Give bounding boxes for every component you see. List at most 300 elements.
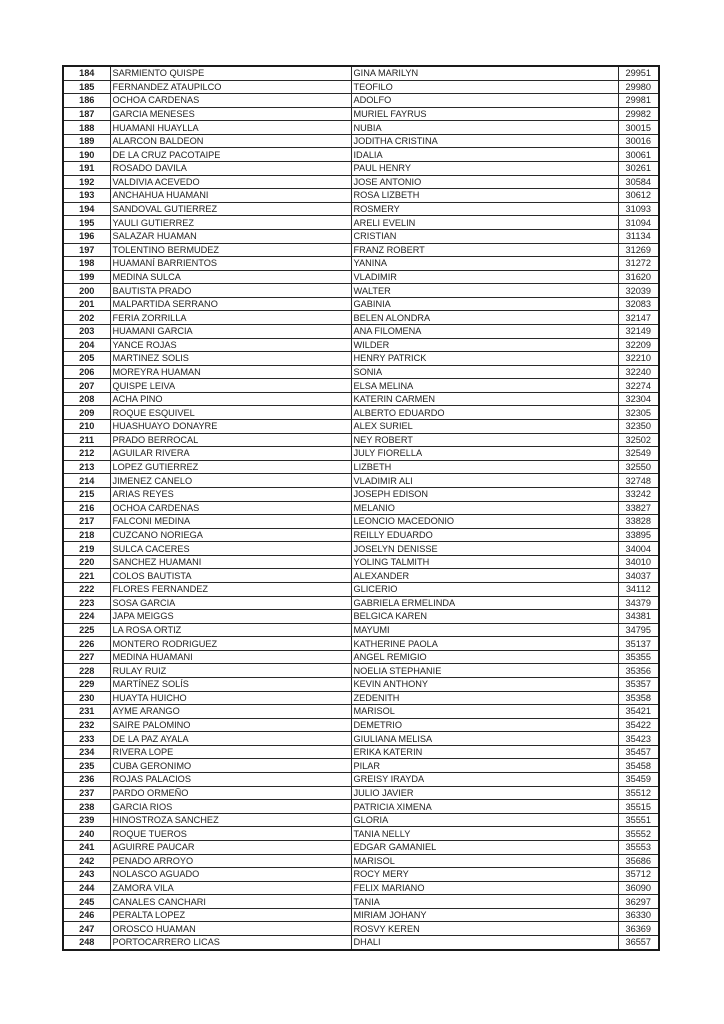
code-cell: 29981 — [618, 94, 659, 108]
given-names-cell: ROCY MERY — [351, 868, 618, 882]
code-cell: 35137 — [618, 637, 659, 651]
surnames-cell: COLOS BAUTISTA — [110, 569, 351, 583]
code-cell: 34037 — [618, 569, 659, 583]
surnames-cell: SALAZAR HUAMAN — [110, 229, 351, 243]
table-row — [63, 107, 659, 121]
table-row — [63, 284, 659, 298]
surnames-cell: RIVERA LOPE — [110, 745, 351, 759]
table-row — [63, 813, 659, 827]
given-names-cell: CRISTIAN — [351, 229, 618, 243]
surnames-cell: HUAMANI HUAYLLA — [110, 121, 351, 135]
code-cell: 35458 — [618, 759, 659, 773]
table-row — [63, 637, 659, 651]
surnames-cell: ROSADO DAVILA — [110, 162, 351, 176]
code-cell: 32147 — [618, 311, 659, 325]
row-number: 244 — [63, 881, 110, 895]
given-names-cell: ROSA LIZBETH — [351, 189, 618, 203]
table-row — [63, 936, 659, 950]
row-number: 235 — [63, 759, 110, 773]
surnames-cell: AYME ARANGO — [110, 705, 351, 719]
given-names-cell: ROSVY KEREN — [351, 922, 618, 936]
table-row — [63, 773, 659, 787]
surnames-cell: FALCONI MEDINA — [110, 515, 351, 529]
given-names-cell: GLICERIO — [351, 582, 618, 596]
row-number: 228 — [63, 664, 110, 678]
given-names-cell: JULIO JAVIER — [351, 786, 618, 800]
given-names-cell: WALTER — [351, 284, 618, 298]
given-names-cell: ARELI EVELIN — [351, 216, 618, 230]
table-row — [63, 94, 659, 108]
table-row — [63, 908, 659, 922]
table-row — [63, 270, 659, 284]
table-row — [63, 868, 659, 882]
surnames-cell: PENADO ARROYO — [110, 854, 351, 868]
given-names-cell: BELGICA KAREN — [351, 610, 618, 624]
row-number: 196 — [63, 229, 110, 243]
row-number: 238 — [63, 800, 110, 814]
surnames-cell: RULAY RUIZ — [110, 664, 351, 678]
given-names-cell: KATHERINE PAOLA — [351, 637, 618, 651]
row-number: 223 — [63, 596, 110, 610]
code-cell: 32550 — [618, 460, 659, 474]
code-cell: 34112 — [618, 582, 659, 596]
row-number: 237 — [63, 786, 110, 800]
given-names-cell: KATERIN CARMEN — [351, 392, 618, 406]
surnames-cell: YAULI GUTIERREZ — [110, 216, 351, 230]
row-number: 191 — [63, 162, 110, 176]
code-cell: 31094 — [618, 216, 659, 230]
row-number: 213 — [63, 460, 110, 474]
table-row — [63, 881, 659, 895]
surnames-cell: DE LA PAZ AYALA — [110, 732, 351, 746]
row-number: 233 — [63, 732, 110, 746]
table-row — [63, 229, 659, 243]
surnames-cell: MEDINA SULCA — [110, 270, 351, 284]
row-number: 239 — [63, 813, 110, 827]
surnames-cell: SARMIENTO QUISPE — [110, 66, 351, 80]
code-cell: 32274 — [618, 379, 659, 393]
row-number: 199 — [63, 270, 110, 284]
surnames-cell: JIMENEZ CANELO — [110, 474, 351, 488]
code-cell: 32240 — [618, 365, 659, 379]
table-row — [63, 80, 659, 94]
code-cell: 29980 — [618, 80, 659, 94]
given-names-cell: NOELIA STEPHANIE — [351, 664, 618, 678]
table-row — [63, 515, 659, 529]
row-number: 247 — [63, 922, 110, 936]
row-number: 225 — [63, 623, 110, 637]
given-names-cell: JULY FIORELLA — [351, 447, 618, 461]
surnames-cell: BAUTISTA PRADO — [110, 284, 351, 298]
row-number: 226 — [63, 637, 110, 651]
row-number: 192 — [63, 175, 110, 189]
row-number: 248 — [63, 936, 110, 950]
code-cell: 35686 — [618, 854, 659, 868]
code-cell: 34010 — [618, 555, 659, 569]
results-table-body — [63, 66, 659, 950]
row-number: 222 — [63, 582, 110, 596]
given-names-cell: HENRY PATRICK — [351, 352, 618, 366]
given-names-cell: VLADIMIR ALI — [351, 474, 618, 488]
code-cell: 32209 — [618, 338, 659, 352]
table-row — [63, 501, 659, 515]
table-row — [63, 121, 659, 135]
table-row — [63, 800, 659, 814]
code-cell: 36330 — [618, 908, 659, 922]
surnames-cell: FLORES FERNANDEZ — [110, 582, 351, 596]
given-names-cell: ZEDENITH — [351, 691, 618, 705]
table-row — [63, 786, 659, 800]
row-number: 184 — [63, 66, 110, 80]
surnames-cell: CUZCANO NORIEGA — [110, 528, 351, 542]
given-names-cell: TEOFILO — [351, 80, 618, 94]
surnames-cell: JAPA MEIGGS — [110, 610, 351, 624]
surnames-cell: ACHA PINO — [110, 392, 351, 406]
table-row — [63, 596, 659, 610]
surnames-cell: HUAMANI GARCIA — [110, 324, 351, 338]
code-cell: 30584 — [618, 175, 659, 189]
code-cell: 33827 — [618, 501, 659, 515]
surnames-cell: ROJAS PALACIOS — [110, 773, 351, 787]
table-row — [63, 311, 659, 325]
surnames-cell: LA ROSA ORTIZ — [110, 623, 351, 637]
surnames-cell: ROQUE ESQUIVEL — [110, 406, 351, 420]
given-names-cell: MIRIAM JOHANY — [351, 908, 618, 922]
table-row — [63, 623, 659, 637]
code-cell: 36369 — [618, 922, 659, 936]
row-number: 204 — [63, 338, 110, 352]
row-number: 187 — [63, 107, 110, 121]
given-names-cell: MARISOL — [351, 705, 618, 719]
table-row — [63, 528, 659, 542]
table-row — [63, 420, 659, 434]
surnames-cell: ROQUE TUEROS — [110, 827, 351, 841]
code-cell: 36297 — [618, 895, 659, 909]
table-row — [63, 922, 659, 936]
table-row — [63, 134, 659, 148]
surnames-cell: AGUILAR RIVERA — [110, 447, 351, 461]
code-cell: 34004 — [618, 542, 659, 556]
table-row — [63, 365, 659, 379]
code-cell: 35355 — [618, 650, 659, 664]
code-cell: 35515 — [618, 800, 659, 814]
code-cell: 32502 — [618, 433, 659, 447]
code-cell: 32350 — [618, 420, 659, 434]
row-number: 185 — [63, 80, 110, 94]
row-number: 206 — [63, 365, 110, 379]
row-number: 194 — [63, 202, 110, 216]
table-row — [63, 487, 659, 501]
table-row — [63, 474, 659, 488]
surnames-cell: LOPEZ GUTIERREZ — [110, 460, 351, 474]
given-names-cell: SONIA — [351, 365, 618, 379]
given-names-cell: ERIKA KATERIN — [351, 745, 618, 759]
code-cell: 35356 — [618, 664, 659, 678]
row-number: 200 — [63, 284, 110, 298]
given-names-cell: REILLY EDUARDO — [351, 528, 618, 542]
table-row — [63, 718, 659, 732]
row-number: 229 — [63, 678, 110, 692]
code-cell: 29951 — [618, 66, 659, 80]
given-names-cell: ALEX SURIEL — [351, 420, 618, 434]
given-names-cell: MURIEL FAYRUS — [351, 107, 618, 121]
code-cell: 31093 — [618, 202, 659, 216]
given-names-cell: ADOLFO — [351, 94, 618, 108]
row-number: 218 — [63, 528, 110, 542]
code-cell: 35551 — [618, 813, 659, 827]
surnames-cell: PRADO BERROCAL — [110, 433, 351, 447]
row-number: 190 — [63, 148, 110, 162]
code-cell: 34379 — [618, 596, 659, 610]
table-row — [63, 460, 659, 474]
row-number: 195 — [63, 216, 110, 230]
table-row — [63, 840, 659, 854]
table-row — [63, 650, 659, 664]
table-row — [63, 705, 659, 719]
surnames-cell: MEDINA HUAMANI — [110, 650, 351, 664]
code-cell: 32210 — [618, 352, 659, 366]
code-cell: 31269 — [618, 243, 659, 257]
surnames-cell: DE LA CRUZ PACOTAIPE — [110, 148, 351, 162]
given-names-cell: LIZBETH — [351, 460, 618, 474]
code-cell: 34381 — [618, 610, 659, 624]
table-row — [63, 162, 659, 176]
row-number: 216 — [63, 501, 110, 515]
surnames-cell: NOLASCO AGUADO — [110, 868, 351, 882]
table-row — [63, 854, 659, 868]
code-cell: 36557 — [618, 936, 659, 950]
row-number: 224 — [63, 610, 110, 624]
row-number: 188 — [63, 121, 110, 135]
surnames-cell: YANCE ROJAS — [110, 338, 351, 352]
surnames-cell: SOSA GARCIA — [110, 596, 351, 610]
code-cell: 30261 — [618, 162, 659, 176]
surnames-cell: MARTINEZ SOLIS — [110, 352, 351, 366]
code-cell: 29982 — [618, 107, 659, 121]
given-names-cell: VLADIMIR — [351, 270, 618, 284]
row-number: 245 — [63, 895, 110, 909]
results-table — [62, 65, 660, 951]
given-names-cell: ANA FILOMENA — [351, 324, 618, 338]
surnames-cell: MONTERO RODRIGUEZ — [110, 637, 351, 651]
surnames-cell: CUBA GERONIMO — [110, 759, 351, 773]
row-number: 217 — [63, 515, 110, 529]
code-cell: 35421 — [618, 705, 659, 719]
code-cell: 30015 — [618, 121, 659, 135]
table-row — [63, 555, 659, 569]
given-names-cell: YANINA — [351, 257, 618, 271]
surnames-cell: ZAMORA VILA — [110, 881, 351, 895]
given-names-cell: JOSEPH EDISON — [351, 487, 618, 501]
table-row — [63, 447, 659, 461]
row-number: 198 — [63, 257, 110, 271]
row-number: 240 — [63, 827, 110, 841]
table-row — [63, 732, 659, 746]
row-number: 202 — [63, 311, 110, 325]
code-cell: 30061 — [618, 148, 659, 162]
table-row — [63, 216, 659, 230]
code-cell: 32149 — [618, 324, 659, 338]
code-cell: 33242 — [618, 487, 659, 501]
row-number: 214 — [63, 474, 110, 488]
given-names-cell: LEONCIO MACEDONIO — [351, 515, 618, 529]
code-cell: 35457 — [618, 745, 659, 759]
given-names-cell: GINA MARILYN — [351, 66, 618, 80]
given-names-cell: NUBIA — [351, 121, 618, 135]
given-names-cell: FRANZ ROBERT — [351, 243, 618, 257]
surnames-cell: MOREYRA HUAMAN — [110, 365, 351, 379]
surnames-cell: HINOSTROZA SANCHEZ — [110, 813, 351, 827]
code-cell: 35552 — [618, 827, 659, 841]
surnames-cell: FERNANDEZ ATAUPILCO — [110, 80, 351, 94]
table-row — [63, 297, 659, 311]
given-names-cell: ALBERTO EDUARDO — [351, 406, 618, 420]
row-number: 220 — [63, 555, 110, 569]
code-cell: 35358 — [618, 691, 659, 705]
row-number: 201 — [63, 297, 110, 311]
row-number: 241 — [63, 840, 110, 854]
surnames-cell: HUAYTA HUICHO — [110, 691, 351, 705]
given-names-cell: PAUL HENRY — [351, 162, 618, 176]
surnames-cell: OCHOA CARDENAS — [110, 94, 351, 108]
code-cell: 31272 — [618, 257, 659, 271]
code-cell: 32549 — [618, 447, 659, 461]
row-number: 197 — [63, 243, 110, 257]
given-names-cell: ELSA MELINA — [351, 379, 618, 393]
row-number: 203 — [63, 324, 110, 338]
given-names-cell: GLORIA — [351, 813, 618, 827]
code-cell: 33895 — [618, 528, 659, 542]
table-row — [63, 895, 659, 909]
code-cell: 36090 — [618, 881, 659, 895]
surnames-cell: TOLENTINO BERMUDEZ — [110, 243, 351, 257]
surnames-cell: MARTÍNEZ SOLÍS — [110, 678, 351, 692]
given-names-cell: NEY ROBERT — [351, 433, 618, 447]
given-names-cell: ALEXANDER — [351, 569, 618, 583]
row-number: 231 — [63, 705, 110, 719]
surnames-cell: HUASHUAYO DONAYRE — [110, 420, 351, 434]
table-row — [63, 759, 659, 773]
given-names-cell: MAYUMI — [351, 623, 618, 637]
row-number: 221 — [63, 569, 110, 583]
row-number: 207 — [63, 379, 110, 393]
surnames-cell: MALPARTIDA SERRANO — [110, 297, 351, 311]
table-row — [63, 691, 659, 705]
surnames-cell: OCHOA CARDENAS — [110, 501, 351, 515]
surnames-cell: AGUIRRE PAUCAR — [110, 840, 351, 854]
row-number: 243 — [63, 868, 110, 882]
code-cell: 30016 — [618, 134, 659, 148]
surnames-cell: HUAMANÍ BARRIENTOS — [110, 257, 351, 271]
given-names-cell: GREISY IRAYDA — [351, 773, 618, 787]
surnames-cell: VALDIVIA ACEVEDO — [110, 175, 351, 189]
table-row — [63, 352, 659, 366]
table-row — [63, 664, 659, 678]
code-cell: 35423 — [618, 732, 659, 746]
table-row — [63, 338, 659, 352]
surnames-cell: CANALES CANCHARI — [110, 895, 351, 909]
code-cell: 32304 — [618, 392, 659, 406]
surnames-cell: PORTOCARRERO LICAS — [110, 936, 351, 950]
code-cell: 32305 — [618, 406, 659, 420]
row-number: 246 — [63, 908, 110, 922]
table-row — [63, 610, 659, 624]
row-number: 227 — [63, 650, 110, 664]
code-cell: 35512 — [618, 786, 659, 800]
surnames-cell: SAIRE PALOMINO — [110, 718, 351, 732]
surnames-cell: SANCHEZ HUAMANI — [110, 555, 351, 569]
code-cell: 35553 — [618, 840, 659, 854]
table-row — [63, 257, 659, 271]
surnames-cell: GARCIA RIOS — [110, 800, 351, 814]
row-number: 230 — [63, 691, 110, 705]
surnames-cell: PARDO ORMEÑO — [110, 786, 351, 800]
given-names-cell: ANGEL REMIGIO — [351, 650, 618, 664]
table-row — [63, 66, 659, 80]
given-names-cell: DHALI — [351, 936, 618, 950]
row-number: 236 — [63, 773, 110, 787]
given-names-cell: MARISOL — [351, 854, 618, 868]
given-names-cell: KEVIN ANTHONY — [351, 678, 618, 692]
code-cell: 32039 — [618, 284, 659, 298]
given-names-cell: TANIA — [351, 895, 618, 909]
given-names-cell: JODITHA CRISTINA — [351, 134, 618, 148]
row-number: 242 — [63, 854, 110, 868]
given-names-cell: GABRIELA ERMELINDA — [351, 596, 618, 610]
table-row — [63, 175, 659, 189]
surnames-cell: ALARCON BALDEON — [110, 134, 351, 148]
table-row — [63, 243, 659, 257]
row-number: 208 — [63, 392, 110, 406]
table-row — [63, 827, 659, 841]
code-cell: 35422 — [618, 718, 659, 732]
given-names-cell: FELIX MARIANO — [351, 881, 618, 895]
table-row — [63, 745, 659, 759]
surnames-cell: PERALTA LOPEZ — [110, 908, 351, 922]
code-cell: 34795 — [618, 623, 659, 637]
given-names-cell: BELEN ALONDRA — [351, 311, 618, 325]
code-cell: 31134 — [618, 229, 659, 243]
given-names-cell: GIULIANA MELISA — [351, 732, 618, 746]
table-row — [63, 406, 659, 420]
table-row — [63, 189, 659, 203]
table-row — [63, 148, 659, 162]
surnames-cell: FERIA ZORRILLA — [110, 311, 351, 325]
code-cell: 30612 — [618, 189, 659, 203]
given-names-cell: EDGAR GAMANIEL — [351, 840, 618, 854]
surnames-cell: SULCA CACERES — [110, 542, 351, 556]
table-row — [63, 678, 659, 692]
given-names-cell: PILAR — [351, 759, 618, 773]
code-cell: 31620 — [618, 270, 659, 284]
table-row — [63, 379, 659, 393]
row-number: 209 — [63, 406, 110, 420]
row-number: 219 — [63, 542, 110, 556]
table-row — [63, 542, 659, 556]
row-number: 205 — [63, 352, 110, 366]
surnames-cell: SANDOVAL GUTIERREZ — [110, 202, 351, 216]
surnames-cell: QUISPE LEIVA — [110, 379, 351, 393]
table-row — [63, 324, 659, 338]
row-number: 212 — [63, 447, 110, 461]
code-cell: 32748 — [618, 474, 659, 488]
table-row — [63, 569, 659, 583]
given-names-cell: MELANIO — [351, 501, 618, 515]
surnames-cell: ANCHAHUA HUAMANI — [110, 189, 351, 203]
given-names-cell: JOSE ANTONIO — [351, 175, 618, 189]
row-number: 215 — [63, 487, 110, 501]
code-cell: 32083 — [618, 297, 659, 311]
